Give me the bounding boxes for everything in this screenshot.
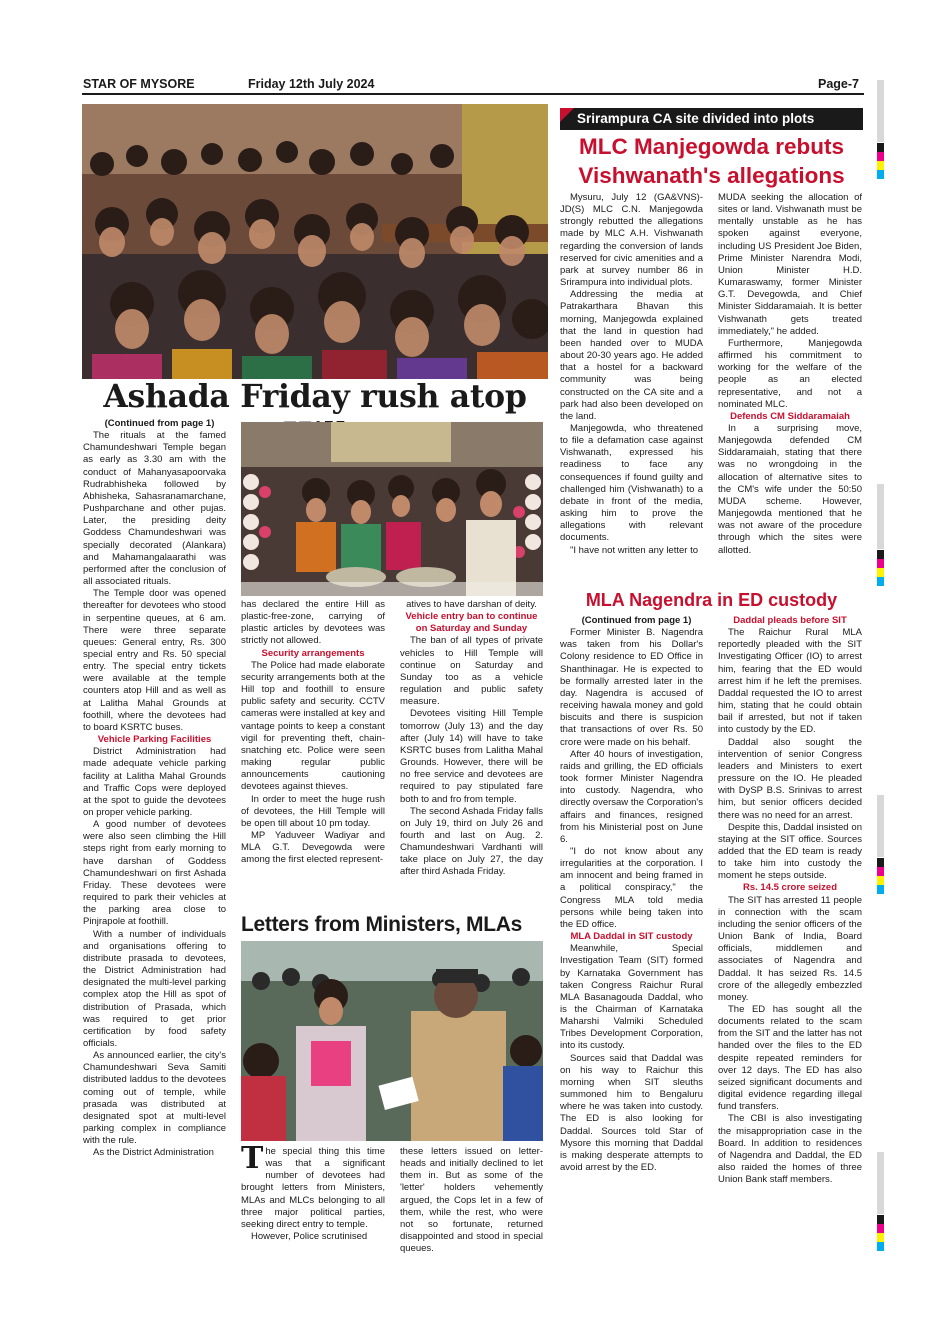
ritual-image — [241, 422, 543, 596]
color-registration-mark — [877, 143, 884, 179]
paragraph: The Raichur Rural MLA reportedly pleaded with the SIT Investigating Officer (IO) to arrest him, fearing that the ED would arrest him if he left the premises. Daddal requested the IO to arrest him, stating that he could obtain bail if arrested, but not if taken into custody by the ED. — [718, 627, 862, 736]
mlc-headline — [558, 132, 865, 190]
paragraph: Sources said that Daddal was on his way to Raichur this morning when SIT sleuths summoned him to Bengaluru where he was taken into custody. The ED is also looking for Daddal. Sources told Star of Mysore this morning that Daddal is making desperate attempts to avoid arrest by the ED. — [560, 1052, 703, 1174]
paragraph: these letters issued on letter-heads and initially declined to let them in. But as some of the 'letter' holders vehemently argued, the Cops let in a few of them, while the rest, who were not so fortunate, returned disappointed and stood in special queues. — [400, 1146, 543, 1255]
paragraph: Mysuru, July 12 (GA&VNS)- JD(S) MLC C.N. Manjegowda strongly rebutted the allegations made by MLC A.H. Vishwanath regarding the conversion of lands reserved for civic amenities and a park at survey number 86 in Srirampura into individual plots. — [560, 192, 703, 289]
paragraph: After 40 hours of investigation, raids and grilling, the ED officials took former Minister Nagendra into custody. Nagendra, who directly oversaw the Corporation's affairs and finances, resigned from his Ministerial post on June 6. — [560, 748, 703, 845]
paragraph: The SIT has arrested 11 people in connection with the scam including the senior officers of the Union Bank of India, Board officials, middlemen and associates of Nagendra and Daddal. It has seized Rs. 14.5 crore of the allegedly embezzled money. — [718, 894, 862, 1003]
nagendra-column-2 — [718, 615, 862, 1186]
paragraph: However, Police scrutinised — [251, 1231, 368, 1243]
police-image — [241, 941, 543, 1141]
ashada-column-2 — [241, 599, 385, 866]
margin-grey-bar — [877, 484, 884, 549]
subhead-security: Security arrangements — [261, 647, 365, 659]
paragraph: With a number of individuals and organisations offering to distribute prasada to devotees, the District Administration had designated the multi-level parking complex atop the Hill as spot of distribution of Prasada, which was required to get prior certification by food safety officials. — [83, 928, 226, 1049]
letters-headline: Letters from Ministers, MLAs — [241, 913, 522, 936]
crowd-image — [82, 104, 548, 379]
nagendra-headline: MLA Nagendra in ED custody — [585, 590, 838, 610]
paragraph: In order to meet the huge rush of devotees, the Hill Temple will be open till about 10 pm today. — [241, 793, 385, 829]
subhead-vehicle-ban: Vehicle entry ban to continue on Saturday and Sunday — [405, 611, 538, 635]
paragraph: The ban of all types of private vehicles to Hill Temple will continue on Saturday and Sunday too as a vehicle regulation and public safety measure. — [400, 635, 543, 708]
paragraph: MP Yaduveer Wadiyar and MLA G.T. Devegowda were among the first elected represent- — [241, 829, 385, 866]
paragraph: As the District Administration — [93, 1147, 214, 1159]
mlc-headline-line-2: Vishwanath's allegations — [578, 163, 845, 188]
color-registration-mark — [877, 550, 884, 586]
mlc-headline-line-1: MLC Manjegowda rebuts — [578, 134, 844, 159]
paragraph: has declared the entire Hill as plastic-free-zone, carrying of plastic articles by devotees was strictly not allowed. — [241, 599, 385, 647]
paragraph: Devotees visiting Hill Temple tomorrow (July 13) and the day after (July 14) will have to take KSRTC buses from Lalitha Mahal Grounds. However, there will be no free service and devotees are required to pay stipulated fare both to and fro from temple. — [400, 708, 543, 805]
drop-cap: T — [241, 1141, 264, 1176]
subhead-parking: Vehicle Parking Facilities — [97, 734, 212, 746]
paragraph: The CBI is also investigating the misappropriation case in the Board. In addition to residences of Nagendra and Daddal, the ED also raided the homes of three Union Bank staff members. — [718, 1113, 862, 1186]
paragraph: Daddal also sought the intervention of senior Congress leaders and Ministers to exert pressure on the IO. He pleaded with DySP B.S. Srinivas to arrest him, but senior officers decided there was no need for an arrest. — [718, 736, 862, 821]
paragraph: The rituals at the famed Chamundeshwari Temple began as early as 3.30 am with the conduct of Mahanyasapoorvaka Rudrabhisheka followed by Abhisheka, Sahasranamarchane, Pushparchane and other pujas. Later, the presiding deity Goddess Chamundeshwari was specially decorated (Alankara) and Mahamangalaarathi was performed after the conclusion of all associated rituals. — [83, 430, 226, 588]
ashada-column-1 — [83, 418, 226, 1160]
paragraph: he special thing this time was that a significant number of devotees had brought letters from Ministers, MLAs and MLCs belonging to all three major political parties, seeking direct entry to temple. — [241, 1146, 385, 1230]
ritual-photo — [241, 422, 543, 596]
continued-note: (Continued from page 1) — [104, 418, 215, 429]
subhead-money-seized: Rs. 14.5 crore seized — [743, 882, 837, 894]
paragraph: Manjegowda, who threatened to file a defamation case against Vishwanath, expressed his readiness to face any consequences if found guilty and challenged him (Vishwanath) to a debate in front of the media, asking him to prove the allegations with relevant documents. — [560, 422, 703, 544]
mlc-kicker — [560, 108, 863, 130]
paragraph: In a surprising move, Manjegowda defended CM Siddaramaiah, stating that there was no wrongdoing in the allocation of alternative sites to the CM's wife under the 50:50 MUDA scheme. However, Manjegowda mentioned that he was not aware of the procedure through which the sites were allotted. — [718, 422, 862, 556]
paragraph: A good number of devotees were also seen climbing the Hill steps right from early morning to have darshan of Goddess Chamundeshwari on first Ashada Friday. These devotees were required to park their vehicles at the parking area close to Pinjrapole at foothill. — [83, 819, 226, 928]
color-registration-mark — [877, 858, 884, 894]
paragraph: District Administration had made adequate vehicle parking facility at Lalitha Mahal Grounds and Traffic Cops were deployed at the spot to guide the devotees on proper vehicle parking. — [83, 746, 226, 818]
paragraph: Addressing the media at Patrakarthara Bhavan this morning, Manjegowda explained that the land in question had been handed over to MUDA about 20-30 years ago. He added that a hostel for a backward community was being constructed on the CA site and a park had also been developed on the land. — [560, 289, 703, 422]
kicker-text: Srirampura CA site divided into plots — [577, 111, 815, 126]
paragraph: "I do not know about any irregularities at the corporation. I am innocent and being framed in a political conspiracy," the Congress MLA told media persons while being taken into the ED office. — [560, 845, 703, 930]
letters-column-2 — [400, 1146, 543, 1255]
paragraph: Meanwhile, Special Investigation Team (SIT) formed by Karnataka Government has taken Congress Raichur Rural MLA Basanagouda Daddal, who is the Chairman of Karnataka Maharshi Valmiki Scheduled Tribes Development Corporation, into its custody. — [560, 943, 703, 1052]
ashada-column-3 — [400, 599, 543, 879]
police-photo — [241, 941, 543, 1141]
paragraph: The second Ashada Friday falls on July 19, third on July 26 and fourth and last on Aug. 2. Chamundeshwari Vardhanti will take place on July 27, the day after third Ashada Friday. — [400, 805, 543, 878]
page-number: Page-7 — [818, 77, 859, 91]
subhead-defends-cm: Defends CM Siddaramaiah — [730, 410, 850, 422]
paragraph: The Police had made elaborate security arrangements both at the Hill top and foothill to ensure public safety and security. CCTV cameras were installed at key and vantage points to keep a constant vigil for preventing theft, chain-snatching etc. Police were seen making regular public announcements cautioning devotees against thieves. — [241, 659, 385, 793]
publication-name: STAR OF MYSORE — [83, 77, 195, 91]
subhead-daddal-pleads: Daddal pleads before SIT — [733, 615, 847, 626]
paragraph: MUDA seeking the allocation of sites or land. Vishwanath must be mentally unstable as he has spoken against everyone, including US President Joe Biden, Prime Minister Narendra Modi, Union Minister H.D. Kumaraswamy, former Minister G.T. Devegowda, and Chief Minister Siddaramaiah. It is better Vishwanath gets treated immediately," he added. — [718, 192, 862, 337]
nagendra-column-1 — [560, 615, 703, 1174]
header-rule — [82, 93, 864, 95]
paragraph: Despite this, Daddal insisted on staying at the SIT office. Sources added that the ED team is ready to take him into custody the moment he steps outside. — [718, 821, 862, 882]
paragraph: Furthermore, Manjegowda affirmed his commitment to working for the welfare of the people as an elected representative, and not a nominated MLC. — [718, 337, 862, 410]
paragraph: Former Minister B. Nagendra was taken from his Dollar's Colony residence to ED Office in Shanthinagar. He is expected to be formally arrested later in the day. Nagendra is accused of receiving hawala money and gold biscuits and there is suspicion that transactions of over Rs. 50 crore were made on his behalf. — [560, 627, 703, 748]
margin-grey-bar — [877, 1152, 884, 1214]
margin-grey-bar — [877, 795, 884, 857]
paragraph: The ED has sought all the documents related to the scam from the SIT and the latter has not handed over the files to the ED despite repeated reminders for over 12 days. The ED has also seized significant documents and digital evidence regarding illegal fund transfers. — [718, 1004, 862, 1113]
paragraph: As announced earlier, the city's Chamundeshwari Seva Samiti distributed laddus to the devotees coming out of temple, while prasada was distributed at designated spot at multi-level parking complex in compliance with the rule. — [83, 1050, 226, 1147]
paragraph: The Temple door was opened thereafter for devotees who stood in serpentine queues, at 6 am. There were three separate queues: General entry, Rs. 300 special entry and Rs. 50 special entry. The special entry tickets were available at the temple counters atop Hill and as well as at Lalitha Mahal Grounds at foothill, where the devotees had to board KSRTC buses. — [83, 588, 226, 733]
ashada-headline: Ashada Friday rush atop — [103, 378, 527, 415]
letters-column-1 — [241, 1141, 385, 1243]
kicker-red-corner — [560, 108, 574, 122]
mlc-column-2 — [718, 192, 862, 557]
crowd-photo — [82, 104, 548, 379]
issue-date: Friday 12th July 2024 — [248, 77, 375, 91]
paragraph: "I have not written any letter to — [570, 544, 698, 556]
color-registration-mark — [877, 1215, 884, 1251]
mlc-column-1 — [560, 192, 703, 557]
margin-grey-bar — [877, 80, 884, 142]
subhead-daddal-custody: MLA Daddal in SIT custody — [570, 931, 693, 943]
continued-note: (Continued from page 1) — [581, 615, 692, 626]
paragraph: atives to have darshan of deity. — [406, 599, 537, 610]
